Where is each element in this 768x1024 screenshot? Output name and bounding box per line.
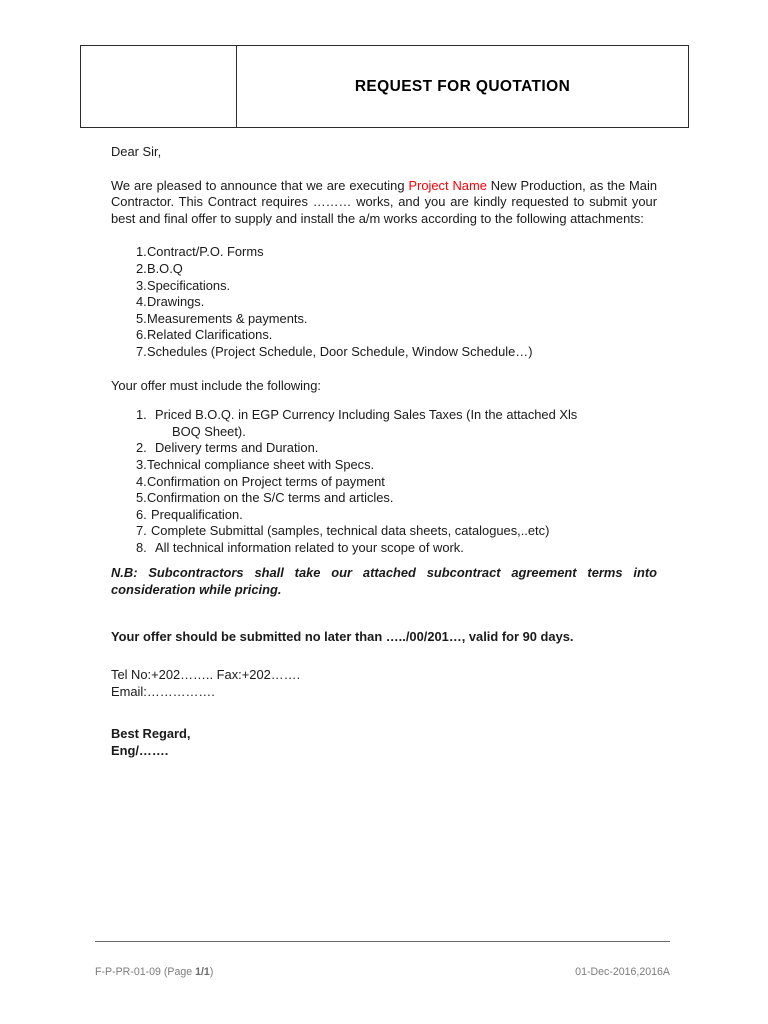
signoff-engineer: Eng/……. [111, 743, 169, 759]
page-footer [95, 966, 670, 978]
deadline-paragraph: Your offer should be submitted no later than …../00/201…, valid for 90 days. [111, 628, 574, 644]
intro-text-after: New Production, as the Main Contractor. This Contract requires ……… works, and you are kindly requested to submit your best and final offer to supply and install the a/m works according to the following attachments: [111, 177, 657, 226]
offer-intro-paragraph: Your offer must include the following: [111, 377, 321, 393]
list-item [111, 523, 657, 540]
list-item [111, 294, 657, 311]
spacer [111, 717, 657, 726]
list-item-label: Related Clarifications. [147, 327, 273, 343]
list-item-number: 1. [136, 407, 147, 423]
document-body [111, 144, 657, 760]
list-item-label: Drawings. [147, 294, 205, 310]
header-table [80, 45, 689, 128]
list-item-number: 2. [136, 440, 147, 456]
list-item [111, 407, 657, 424]
spacer [111, 161, 657, 178]
list-item [111, 440, 657, 457]
footer-date: 01-Dec-2016,2016A [575, 966, 670, 978]
footer-document-code-prefix: F-P-PR-01-09 (Page [95, 966, 196, 978]
telephone-fax-line: Tel No:+202…….. Fax:+202……. [111, 667, 301, 683]
salutation: Dear Sir, [111, 144, 162, 159]
list-item-number: 7. [136, 343, 147, 359]
spacer [111, 645, 657, 662]
list-item [111, 457, 657, 474]
list-item-label: Delivery terms and Duration. [155, 440, 319, 456]
list-item-label: Specifications. [147, 277, 231, 293]
spacer [111, 599, 657, 616]
note-paragraph: N.B: Subcontractors shall take our attached subcontract agreement terms into consideration while pricing. [111, 565, 657, 598]
footer-document-code [95, 966, 213, 978]
list-item-number: 3. [136, 277, 147, 293]
intro-text-before: We are pleased to announce that we are executing [111, 177, 409, 193]
list-item-number: 6. [136, 506, 147, 522]
list-item-number: 4. [136, 294, 147, 310]
list-item-number: 7. [136, 523, 147, 539]
list-item-continuation [111, 424, 657, 441]
list-item-number: 2. [136, 260, 147, 276]
list-item-label: Confirmation on Project terms of payment [147, 473, 385, 489]
list-item-continuation-label: BOQ Sheet). [172, 423, 246, 439]
list-item-number: 4. [136, 473, 147, 489]
list-item [111, 507, 657, 524]
header-title-cell [237, 46, 689, 128]
list-item-label: Schedules (Project Schedule, Door Schedule, Window Schedule…) [147, 343, 533, 359]
list-item [111, 540, 657, 557]
list-item [111, 490, 657, 507]
spacer [111, 700, 657, 717]
footer-page-number: 1/1 [195, 966, 210, 978]
project-name-highlight: Project Name [408, 177, 487, 193]
list-item-number: 5. [136, 490, 147, 506]
spacer [111, 227, 657, 244]
list-item-label: Contract/P.O. Forms [147, 244, 264, 260]
list-item [111, 344, 657, 361]
list-item-label: B.O.Q [147, 260, 183, 276]
list-item-number: 3. [136, 456, 147, 472]
list-item-label: Complete Submittal (samples, technical data sheets, catalogues,..etc) [151, 523, 550, 539]
list-item-number: 6. [136, 327, 147, 343]
list-item [111, 278, 657, 295]
spacer [111, 556, 657, 565]
list-item-label: All technical information related to your scope of work. [155, 539, 464, 555]
footer-document-code-suffix: ) [209, 966, 214, 978]
footer-divider [95, 941, 670, 942]
list-item [111, 311, 657, 328]
spacer [111, 616, 657, 629]
offer-requirements-list [111, 407, 657, 556]
header-table-row [81, 46, 689, 128]
spacer [111, 361, 657, 378]
email-line: Email:……………. [111, 683, 215, 699]
document-title: REQUEST FOR QUOTATION [354, 77, 571, 95]
list-item-number: 5. [136, 310, 147, 326]
list-item [111, 327, 657, 344]
list-item-label: Priced B.O.Q. in EGP Currency Including Sales Taxes (In the attached Xls [155, 407, 578, 423]
list-item-label: Technical compliance sheet with Specs. [147, 456, 375, 472]
list-item-label: Confirmation on the S/C terms and articles. [147, 490, 394, 506]
list-item-number: 1. [136, 244, 147, 260]
list-item [111, 261, 657, 278]
spacer [111, 394, 657, 407]
list-item-label: Measurements & payments. [147, 310, 308, 326]
list-item-label: Prequalification. [151, 506, 243, 522]
list-item [111, 474, 657, 491]
attachments-list [111, 244, 657, 360]
list-item [111, 244, 657, 261]
signoff-regards: Best Regard, [111, 726, 191, 742]
header-logo-cell [81, 46, 237, 128]
intro-paragraph [111, 178, 657, 228]
list-item-number: 8. [136, 539, 147, 555]
